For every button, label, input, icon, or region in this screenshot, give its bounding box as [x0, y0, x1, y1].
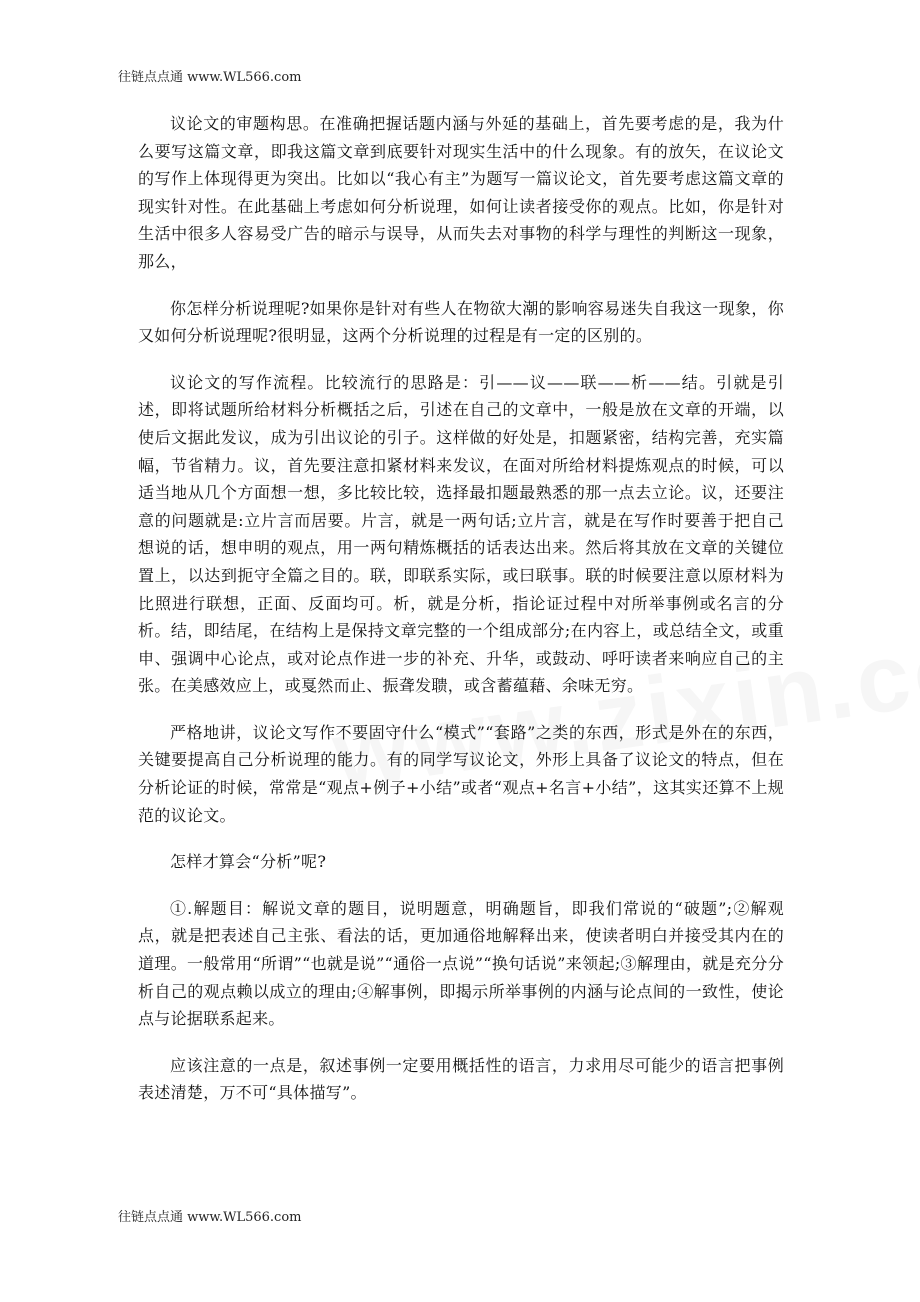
document-body	[138, 110, 784, 1126]
paragraph-how-to-reason: 你怎样分析说理呢?如果你是针对有些人在物欲大潮的影响容易迷失自我这一现象，你又如何分析说理呢?很明显，这两个分析说理的过程是有一定的区别的。	[138, 298, 784, 346]
paragraph-question-analysis: 怎样才算会“分析”呢?	[170, 852, 327, 872]
page-header: 往链点点通 www.WL566.com	[118, 70, 302, 85]
paragraph-review-conception: 议论文的审题构思。在准确把握话题内涵与外延的基础上，首先要考虑的是，我为什么要写这篇文章，即我这篇文章到底要针对现实生活中的什么现象。有的放矢，在议论文的写作上体现得更为突出。比如以“我心有主”为题写一篇议论文，首先要考虑这篇文章的现实针对性。在此基础上考虑如何分析说理，如何让读者接受你的观点。比如，你是针对生活中很多人容易受广告的暗示与误导，从而失去对事物的科学与理性的判断这一现象，那么，	[138, 114, 784, 271]
paragraph-note-summary: 应该注意的一点是，叙述事例一定要用概括性的语言，力求用尽可能少的语言把事例表述清楚，万不可“具体描写”。	[138, 1055, 784, 1103]
page-footer: 往链点点通 www.WL566.com	[118, 1210, 302, 1225]
paragraph-analysis-methods: ①.解题目：解说文章的题目，说明题意，明确题旨，即我们常说的“破题”;②解观点，就是把表述自己主张、看法的话，更加通俗地解释出来，使读者明白并接受其内在的道理。一般常用“所谓”“也就是说”“通俗一点说”“换句话说”来领起;③解理由，就是充分分析自己的观点赖以成立的理由;④解事例，即揭示所举事例的内涵与论点间的一致性，使论点与论据联系起来。	[138, 898, 784, 1029]
paragraph-no-fixed-pattern: 严格地讲，议论文写作不要固守什么“模式”“套路”之类的东西，形式是外在的东西，关键要提高自己分析说理的能力。有的同学写议论文，外形上具备了议论文的特点，但在分析论证的时候，常常是“观点+例子+小结”或者“观点+名言+小结”，这其实还算不上规范的议论文。	[138, 722, 784, 825]
paragraph-writing-flow: 议论文的写作流程。比较流行的思路是：引——议——联——析——结。引就是引述，即将试题所给材料分析概括之后，引述在自己的文章中，一般是放在文章的开端，以使后文据此发议，成为引出议论的引子。这样做的好处是，扣题紧密，结构完善，充实篇幅，节省精力。议，首先要注意扣紧材料来发议，在面对所给材料提炼观点的时候，可以适当地从几个方面想一想，多比较比较，选择最扣题最熟悉的那一点去立论。议，还要注意的问题就是:立片言而居要。片言，就是一两句话;立片言，就是在写作时要善于把自己想说的话，想申明的观点，用一两句精炼概括的话表达出来。然后将其放在文章的关键位置上，以达到扼守全篇之目的。联，即联系实际，或曰联事。联的时候要注意以原材料为比照进行联想，正面、反面均可。析，就是分析，指论证过程中对所举事例或名言的分析。结，即结尾，在结构上是保持文章完整的一个组成部分;在内容上，或总结全文，或重申、强调中心论点，或对论点作进一步的补充、升华，或鼓动、呼吁读者来响应自己的主张。在美感效应上，或戛然而止、振聋发聩，或含蓄蕴藉、余味无穷。	[138, 372, 784, 696]
